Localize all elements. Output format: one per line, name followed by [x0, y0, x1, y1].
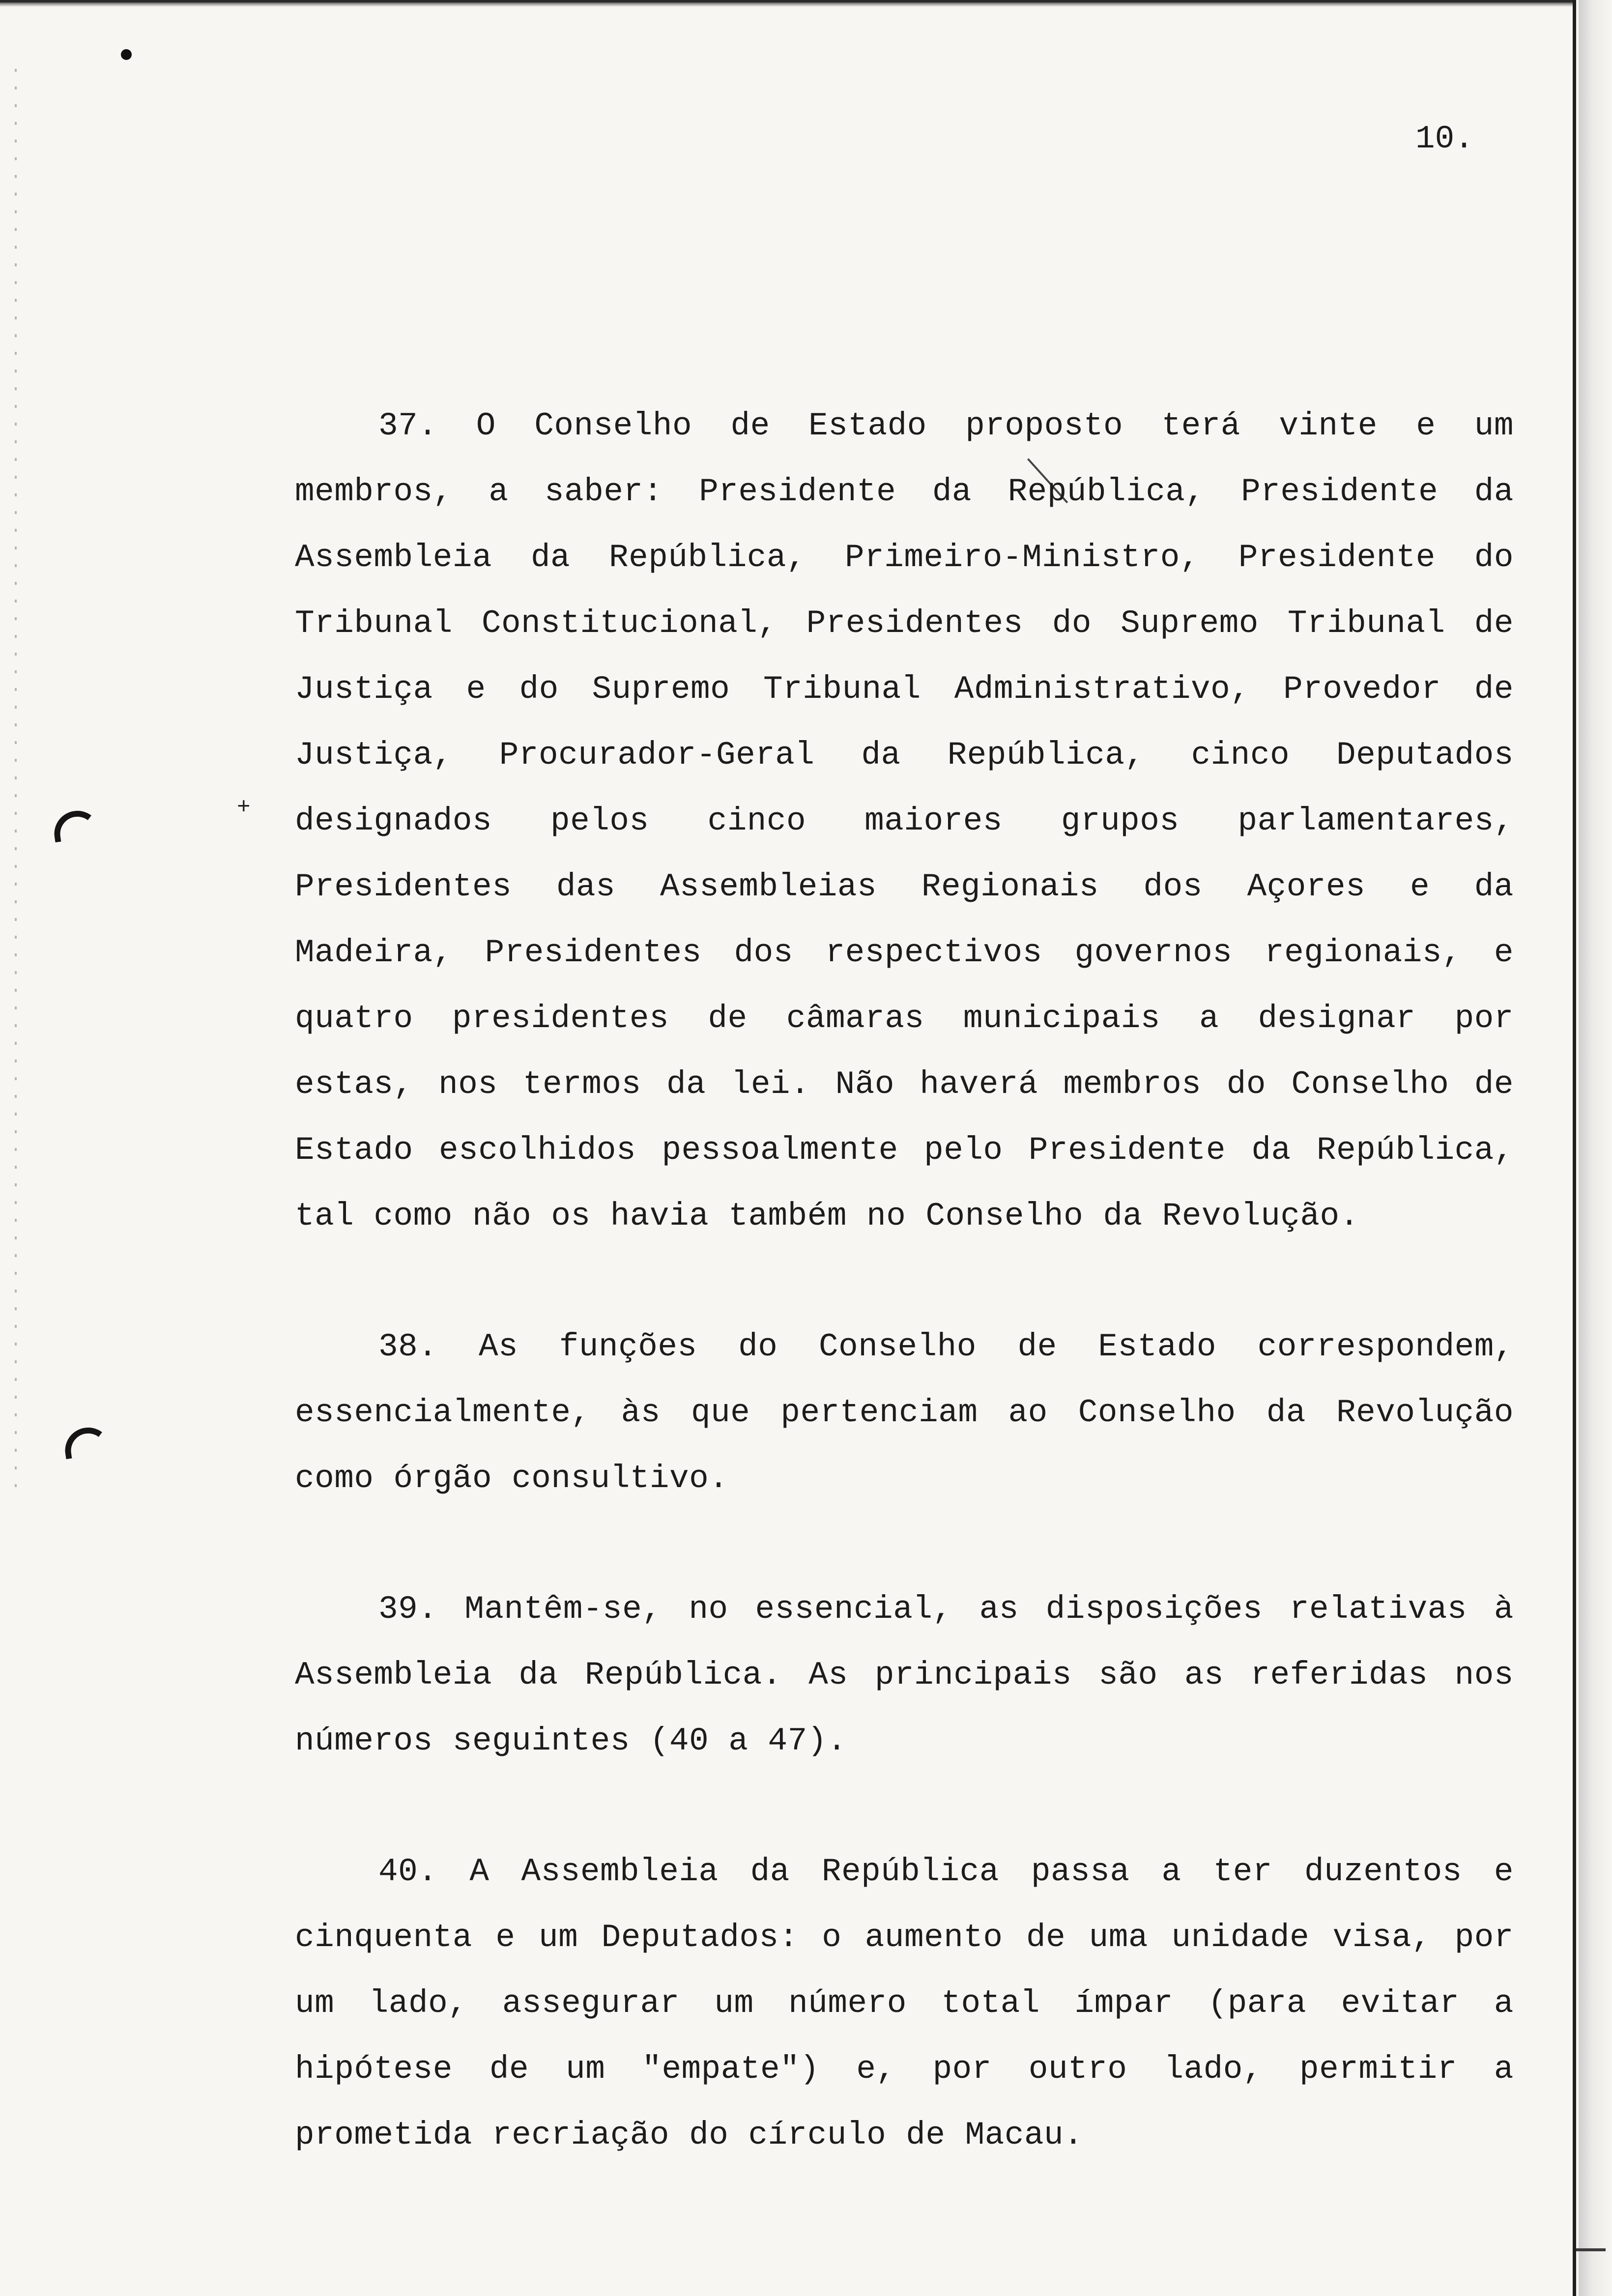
paragraph-37: 37. O Conselho de Estado proposto terá vinte e um membros, a saber: Presidente da República, Presidente da Assembleia da República, Primeiro-Ministro, Presidente do Tribunal Constitucional, Presidentes do Supremo Tribunal de Justiça e do Supremo Tribunal Administrativo, Provedor de Justiça, Procurador-Geral da República, cinco Deputados designados pelos cinco maiores grupos parlamentares, Presidentes das Assembleias Regionais dos Açores e da Madeira, Presidentes dos respectivos governos regionais, e quatro presidentes de câmaras municipais a designar por estas, nos termos da lei. Não haverá membros do Conselho de Estado escolhidos pessoalmente pelo Presidente da República, tal como não os havia também no Conselho da Revolução. — [295, 407, 1514, 1234]
paragraph-39: 39. Mantêm-se, no essencial, as disposições relativas à Assembleia da República. As principais são as referidas nos números seguintes (40 a 47). — [295, 1591, 1514, 1759]
scan-left-perforation — [15, 69, 17, 1494]
page-number: 10. — [1415, 120, 1474, 157]
scan-top-edge — [0, 0, 1573, 7]
punch-hole-mark — [62, 1425, 112, 1460]
punch-hole-mark — [51, 808, 101, 843]
body-text — [295, 393, 1514, 2168]
paragraph-40: 40. A Assembleia da República passa a ter duzentos e cinquenta e um Deputados: o aumento de uma unidade visa, por um lado, assegurar um número total ímpar (para evitar a hipótese de um "empate") e, por outro lado, permitir a prometida recriação do círculo de Macau. — [295, 1853, 1514, 2153]
paragraph-38: 38. As funções do Conselho de Estado correspondem, essencialmente, às que pertenciam ao Conselho da Revolução como órgão consultivo. — [295, 1328, 1514, 1497]
scan-right-shadow — [1579, 0, 1612, 2296]
scan-corner-mark — [1576, 2248, 1606, 2251]
ink-dot — [121, 49, 132, 60]
scan-right-border — [1573, 0, 1576, 2296]
margin-mark: + — [237, 795, 251, 820]
